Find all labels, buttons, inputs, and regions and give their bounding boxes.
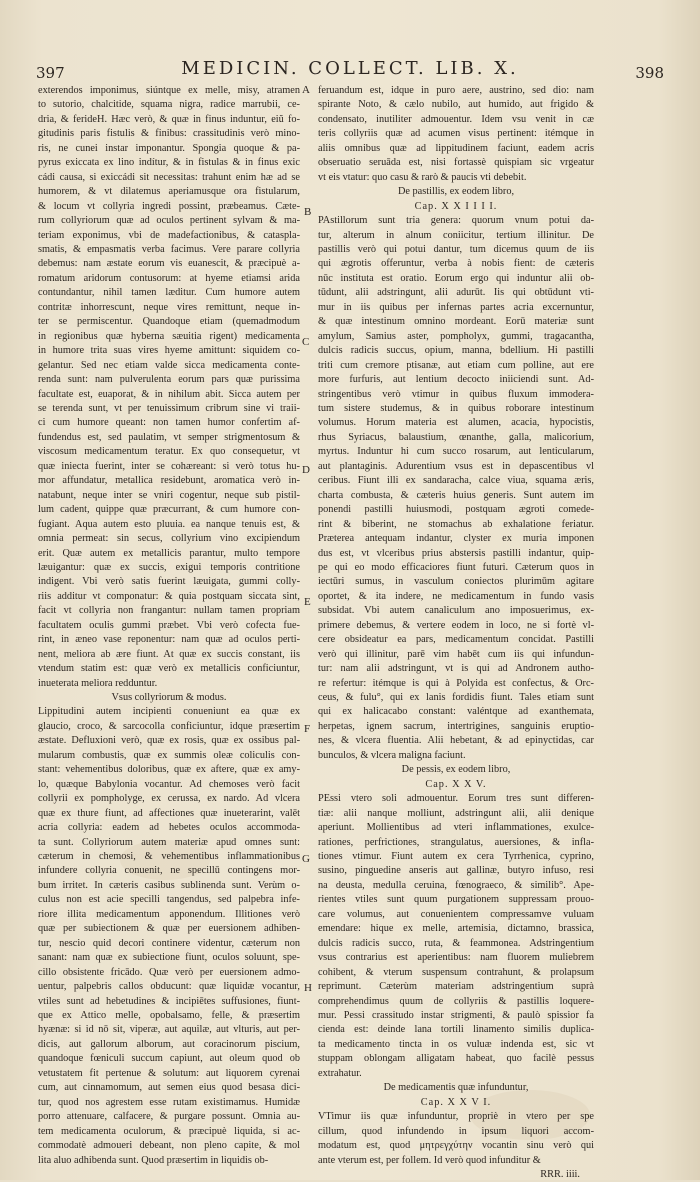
running-header bbox=[36, 58, 664, 84]
text-line: charta combusta, & cæteris huius generis. Sunt autem im bbox=[318, 489, 594, 501]
text-line: stuppam oblongam alligatam habeat, quo facilè pessus bbox=[318, 1053, 594, 1065]
text-line: cæterum in chemosi, & vehementibus inflammationibus bbox=[38, 851, 300, 863]
text-line: sanant: nam quæ ex subiectione fiunt, oculos soluunt, spe- bbox=[38, 952, 300, 964]
text-line: in humore trita suas vires hyeme amittunt: siquidem co- bbox=[38, 345, 300, 357]
right-text-block-2 bbox=[318, 792, 594, 1081]
chapter-number: Cap. X X V I. bbox=[420, 1096, 492, 1108]
text-line: facultate est, euaporat, & in nihilum abit. Sicca autem per bbox=[38, 388, 300, 400]
text-line: uentur, palpebris callos obducunt: quæ liquidæ vocantur, bbox=[38, 981, 300, 993]
text-line: infundere collyria conuenit, ne specillū contingens mor- bbox=[38, 865, 300, 877]
text-line: dulcis radicis succus, opium, manna, bdellium. Hi pastilli bbox=[318, 345, 594, 357]
text-line: exterendos imponimus, siúntque ex melle, misy, atramen bbox=[38, 85, 300, 96]
text-line: Lippitudini autem incipienti conueniunt ea quæ ex bbox=[38, 706, 300, 718]
text-line: ponendi pastilli huiusmodi, postquam ægroti comede- bbox=[318, 504, 594, 516]
text-line: læuigantur: quæ ex succis, exigui temporis contritione bbox=[38, 561, 300, 573]
margin-letter-c: C bbox=[302, 336, 310, 348]
text-line: ter se permiscentur. Quandoque etiam (quemadmodum bbox=[38, 316, 300, 328]
margin-letter-h: H bbox=[304, 982, 312, 994]
page-number-left: 397 bbox=[36, 64, 65, 82]
right-text-block-3 bbox=[318, 1110, 594, 1168]
right-text-block-0 bbox=[318, 84, 594, 185]
text-line: oportet, & ita indere, ne medicamentum in fundo vasis bbox=[318, 590, 594, 602]
text-line: cum, aut cinnamomum, aut semen eius quod besasa dici- bbox=[38, 1082, 300, 1094]
text-line: vetustatem fit pertenue & solutum: aut liquorem cyrenai bbox=[38, 1067, 300, 1079]
text-line: PAstillorum sunt tria genera: quorum vnum potui da- bbox=[318, 215, 594, 227]
margin-letter-b: B bbox=[304, 206, 312, 218]
text-line: & locum vt collyria ingredi possint, præbeamus. Cæte- bbox=[38, 200, 300, 212]
text-line: myrtus. Induntur hi cum succo rosarum, aut lenticularum, bbox=[318, 446, 594, 458]
text-line: cádi causa, si exiccádi sit necessitas: trahunt enim hæ ad se bbox=[38, 171, 300, 183]
text-line: lum cadent, quippe quæ præcurrant, & cum humore con- bbox=[38, 504, 300, 516]
left-text-block-1 bbox=[38, 84, 300, 691]
text-line: quæ ex thure fiunt, ad affectiones quæ inueterarint, valēt bbox=[38, 807, 300, 819]
text-line: dus est, vt vlceribus prius abstersis pastilli indantur, quip- bbox=[318, 547, 594, 559]
text-line: que ex Attico melle, opobalsamo, felle, & præsertim bbox=[38, 1010, 300, 1021]
text-line: ris, ne cunei instar imponantur. Spongia quoque & pa- bbox=[38, 142, 300, 154]
text-line: aut plantaginis. Adurentium vsus est in depascentibus vl bbox=[318, 460, 594, 472]
text-line: dria, & ferideH. Hæc verò, & quæ in finus induntur, eiŭ fo- bbox=[38, 113, 300, 125]
signature-mark: RRR. iiii. bbox=[540, 1168, 580, 1180]
text-line: dulcis radicis succo, ruta, & feammonea. Adstringentium bbox=[318, 937, 594, 949]
text-line: mor affundatur, metallica residebunt, aromatica verò in- bbox=[38, 475, 300, 487]
text-line: commodatè admoueri debeant, non pleno capite, & mol bbox=[38, 1140, 300, 1152]
text-line: rhus Syriacus, balaustium, œnanthe, galla, malicorium, bbox=[318, 431, 594, 443]
text-line: pyrus exiccata ex lino indítur, & in fistulas & in finus exic bbox=[38, 157, 300, 169]
text-line: care volumus, aut conuenientem compressamve vuluam bbox=[318, 908, 594, 920]
text-line: collyrii ex pompholyge, ex cerussa, ex nardo. Ad vlcera bbox=[38, 793, 300, 805]
text-line: primere debemus, & vertere eodem in loco, ne si fortè vl- bbox=[318, 619, 594, 631]
right-column bbox=[318, 84, 594, 1182]
text-line: Præterea antequam indantur, clyster ex muria imponen bbox=[318, 533, 594, 545]
running-title: MEDICIN. COLLECT. LIB. X. bbox=[181, 58, 519, 79]
text-line: tiæ: alii nanque molliunt, adstringunt alii, alii denique bbox=[318, 807, 594, 819]
text-line: æstate. Defluxioni verò, quæ ex rosis, quæ ex ossibus pal- bbox=[38, 735, 300, 747]
text-line: amylum, Samius aster, pompholyx, gummi, tragacantha, bbox=[318, 330, 594, 342]
text-line: riis additur vt componatur: & quia postquam siccata sint, bbox=[38, 590, 300, 602]
right-text-block-1 bbox=[318, 214, 594, 763]
margin-letter-a: A bbox=[302, 84, 310, 96]
chapter-number: Cap. X X V. bbox=[425, 778, 487, 790]
text-line: tūdunt, alii adstringunt, alii adurūt. Iis qui obtūdunt vti- bbox=[318, 287, 594, 299]
text-line: acria collyria: eadem ad hebetes oculos accommoda- bbox=[38, 822, 300, 834]
text-line: iectūri sumus, in vasculum coniectos plurimūm agitare bbox=[318, 576, 594, 588]
chapter-number: Cap. X X I I I I. bbox=[414, 200, 498, 212]
text-line: nes, & vlcera fluentia. Alii hebetant, & ad epinyctidas, car bbox=[318, 735, 594, 747]
text-line: qui ex halicacabo constant: valéntque ad exanthemata, bbox=[318, 706, 594, 718]
text-line: indigent. Vbi verò satis fuerint læuigata, gummi colly- bbox=[38, 576, 300, 588]
text-line: erit. Quæ autem ex metallicis parantur, multo tempore bbox=[38, 547, 300, 559]
section-heading: De medicamentis quæ infunduntur, bbox=[383, 1082, 529, 1094]
text-line: fundendus est, sed paulatim, vt semper strigmentosum & bbox=[38, 431, 300, 443]
text-line: tem medicamenta oculorum, & præcipuè liquida, si ac- bbox=[38, 1125, 300, 1137]
text-line: cienda est: deinde lana tortili linamento similis duplica- bbox=[318, 1024, 594, 1036]
text-line: lo, quæque Babylonia vocantur. Ad chemoses verò facit bbox=[38, 778, 300, 790]
text-line: ta sunt. Collyriorum autem materiæ apud omnes sunt: bbox=[38, 836, 300, 848]
text-line: ta medicamento tincta in os vuluæ indenda est, sic vt bbox=[318, 1038, 594, 1050]
text-line: comprehendimus quum de collyriis & pastillis loquere- bbox=[318, 995, 594, 1007]
text-line: mularum combustis, quæ ex summis oleæ coliculis con- bbox=[38, 749, 300, 761]
text-line: tur, quod nos agrestem esse rutam existimamus. Humidæ bbox=[38, 1096, 300, 1108]
text-line: reprimunt. Cæterùm materiam adstringentium suprà bbox=[318, 981, 594, 993]
margin-letter-d: D bbox=[302, 464, 310, 476]
text-line: tur, nescio quid decori continere videntur, cæterum non bbox=[38, 937, 300, 949]
text-line: verò qui illinitur, parē vim habēt cum iis qui infundun- bbox=[318, 648, 594, 660]
text-line: VTimur iis quæ infunduntur, propriè in vtero per spe bbox=[318, 1111, 594, 1123]
text-line: nūc instituta est oratio. Eorum ergo qui induntur alii ob- bbox=[318, 272, 594, 284]
text-line: pastillis verò qui potui dantur, tum dicemus quum de iis bbox=[318, 243, 594, 255]
section-heading: Vsus collyriorum & modus. bbox=[111, 692, 227, 704]
text-line: modatum est, quod μητρεγχύτην vocantin sinu verò qui bbox=[318, 1140, 594, 1152]
text-line: & quæ intestinum omnino mordeant. Eorū materiæ sunt bbox=[318, 316, 594, 328]
text-line: na deusta, medulla ceruina, fœnograeco, & similib°. Ape- bbox=[318, 879, 594, 891]
text-line: susino, pinguedine anseris aut gallinæ, butyro infuso, resi bbox=[318, 865, 594, 877]
section-heading: De pastillis, ex eodem libro, bbox=[397, 186, 515, 198]
text-line: herpetas, ignem sacrum, intertrigines, sanguinis eruptio- bbox=[318, 720, 594, 732]
margin-letter-f: F bbox=[304, 723, 311, 735]
text-line: aperiunt. Mollientibus ad vteri inflammationes, exulce- bbox=[318, 822, 594, 834]
page-number-right: 398 bbox=[635, 64, 664, 82]
text-line: viscosum medicamentum teratur. Ex quo consequetur, vt bbox=[38, 446, 300, 458]
text-line: cere obsideatur ea pars, medicamentum concidat. Pastilli bbox=[318, 634, 594, 646]
text-line: subsidat. Vbi autem canaliculum ano imposuerimus, ex- bbox=[318, 605, 594, 617]
left-column bbox=[38, 84, 300, 1168]
section-heading: De pessis, ex eodem libro, bbox=[401, 764, 511, 776]
text-line: contundantur, nihil tamen læditur. Cum humore autem bbox=[38, 287, 300, 299]
text-line: mur. Pessi crassitudo instar strigmenti, & paulò spissior fa bbox=[318, 1010, 594, 1021]
text-line: cillo obsistente fricādo. Quæ verò per euersionem admo- bbox=[38, 966, 300, 978]
text-line: rum collyriorum quæ ad oculos pertinent sylvam & ma- bbox=[38, 215, 300, 227]
text-line: rint, in æneo vase reponentur: nam quæ ad oculos perti- bbox=[38, 634, 300, 646]
text-line: renda sunt: nam pulverulenta eorum pars quæ purissima bbox=[38, 374, 300, 386]
text-line: gitudinis paris fistulis & finibus: crassitudinis verò mino- bbox=[38, 128, 300, 140]
text-line: contritæ inhorrescunt, neque vires remittunt, neque in- bbox=[38, 301, 300, 313]
text-line: pe qui eo modo efficaciores fiunt futuri. Cæterum quos in bbox=[318, 561, 594, 573]
text-line: emendare: hique ex melle, artemisia, dictamno, brassica, bbox=[318, 923, 594, 935]
text-line: rientes vtiles sunt quum purgationem suppressam prouo- bbox=[318, 894, 594, 906]
text-line: extrahatur. bbox=[318, 1067, 362, 1079]
margin-letter-g: G bbox=[302, 853, 310, 865]
text-line: aliis omnibus quæ ad lippitudinem faciunt, eadem acris bbox=[318, 142, 594, 154]
text-line: spirante Noto, & cælo nubilo, aut humido, aut frigido & bbox=[318, 99, 594, 111]
text-line: more furfuris, aut lentium decocto iniiciendi sunt. Ad- bbox=[318, 374, 594, 386]
text-line: natabunt, neque inter se vniri cogentur, neque sub pistil- bbox=[38, 489, 300, 501]
text-line: smatis, & empasmatis verba facimus. Vere parare collyria bbox=[38, 243, 300, 255]
text-line: re refertur: itémque is qui à Polyida est confectus, & Orc- bbox=[318, 677, 594, 689]
text-line: mur in iis quibus per infernas partes acria excernuntur, bbox=[318, 301, 594, 313]
text-line: humorem, & vt dilatemus aperiamusque ora fistularum, bbox=[38, 186, 300, 198]
text-line: quæ iniecta fuerint, inter se cohæreant: si verò totus hu- bbox=[38, 460, 300, 472]
text-line: PEssi vtero soli admouentur. Eorum tres sunt differen- bbox=[318, 793, 594, 805]
text-line: porro attenuare, calfacere, & purgare possunt. Omnia au- bbox=[38, 1111, 300, 1123]
text-line: ante vterum est, per follem. Id verò quod infunditur & bbox=[318, 1154, 541, 1166]
text-line: gelantur. Sed nec etiam valde sicca medicamenta conte- bbox=[38, 359, 300, 371]
text-line: tum sistere studemus, & in quibus roborare intestinum bbox=[318, 402, 594, 414]
left-text-block-2 bbox=[38, 705, 300, 1168]
text-line: quæ per subiectionem & quæ per euersionem adhiben- bbox=[38, 923, 300, 935]
text-line: culus non est acie specilli tangendus, sed palpebra infe- bbox=[38, 894, 300, 906]
text-line: debemus: nam æstate eorum vis euanescit, & præcipuè a- bbox=[38, 258, 300, 270]
text-line: facultatem oculis gummi præbet. Vbi verò cofecta fue- bbox=[38, 619, 300, 631]
text-line: volumus. Horum materia est alumen, acacia, hypocistis, bbox=[318, 417, 594, 429]
text-line: hyænæ: si id nō sit, viperæ, aut aquilæ, aut vlturis, aut per- bbox=[38, 1024, 300, 1036]
text-line: inueterata meliora redduntur. bbox=[38, 677, 158, 689]
text-line: vtendum statim est: quæ verò ex metallicis conficiuntur, bbox=[38, 663, 300, 675]
text-line: bunculos, & vlcera maligna faciunt. bbox=[318, 749, 466, 761]
margin-letter-e: E bbox=[304, 596, 311, 608]
text-line: ceribus. Fiunt illi ex sandaracha, calce viua, squama æris, bbox=[318, 475, 594, 487]
text-line: feruandum est, idque in puro aere, austrino, sed dio: nam bbox=[318, 85, 594, 96]
text-line: obseruatio seruāda est, nisi fortassè quispiam sic vrgeatur bbox=[318, 157, 594, 169]
text-line: to sutorio, chalcitide, squama nigra, radice marrubii, ce- bbox=[38, 99, 300, 111]
text-line: se terenda sunt, vt per tenuissimum cribrum sine vi traii- bbox=[38, 402, 300, 414]
text-line: qui ægrotis offeruntur, verba à nobis fient: de cæteris bbox=[318, 258, 594, 270]
text-line: bum irritet. In cæteris casibus sublinenda sunt. Verùm o- bbox=[38, 879, 300, 891]
text-line: condensato, inutiliter admouentur. Idem vsu venit in cæ bbox=[318, 113, 594, 125]
text-line: quandoque fœniculi succum capiunt, aut oleum quod ob bbox=[38, 1053, 300, 1065]
text-line: teris collyriis quæ ad acumen visus pertinent: itémque in bbox=[318, 128, 594, 140]
text-line: dicis, aut gallorum alborum, aut coracinorum piscium, bbox=[38, 1038, 300, 1050]
text-line: in regionibus quæ hyberna sæuitia rigent) medicamenta bbox=[38, 330, 300, 342]
text-line: facit vt collyria non frangantur: nullam tamen propriam bbox=[38, 605, 300, 617]
text-line: vt eis vtatur: quo casu & rarò & paucis vti debebit. bbox=[318, 171, 527, 183]
text-line: tiones vtimur. Fiunt autem ex cera Tyrrhenica, cyprino, bbox=[318, 851, 594, 863]
text-line: triti cum cremore ptisanæ, aut etiam cum polline, aut ere bbox=[318, 359, 594, 371]
text-line: glaucio, croco, & sarcocolla conficiuntur, idque præsertim bbox=[38, 720, 300, 732]
text-line: teriam exponimus, vbi de madefactionibus, & cataspla- bbox=[38, 229, 300, 241]
text-line: omnia permeat: sin secus, collyrium vino excipiendum bbox=[38, 533, 300, 545]
text-line: cohibent, & vterum suspensum contrahunt, & prolapsum bbox=[318, 966, 594, 978]
text-line: nent, meliora ab ære fiunt. At quæ ex succis constant, iis bbox=[38, 648, 300, 660]
text-line: vtiles sunt ad hebetudines & incipiētes suffusiones, fiunt- bbox=[38, 995, 300, 1007]
text-line: rationes, perfrictiones, strangulatus, auersiones, & infla- bbox=[318, 836, 594, 848]
text-line: fugiant. Aqua autem esto pluuia. ea nanque tenuis est, & bbox=[38, 518, 300, 530]
text-line: vsus contrarius est aperientibus: nam fluorem muliebrem bbox=[318, 952, 594, 964]
text-line: ceus, & fulu°, qui ex lanis fordidis fiunt. Tales etiam sunt bbox=[318, 692, 594, 704]
text-line: stringentibus verò vtimur in quibus fluxum immodera- bbox=[318, 388, 594, 400]
text-line: cillum, quod infundendo in ipsum liquori accom- bbox=[318, 1125, 594, 1137]
text-line: lita aluo adhibenda sunt. Quod præsertim in liquidis ob- bbox=[38, 1154, 269, 1166]
text-line: tur, alterum in alnum coniicitur, tertium illinitur. De bbox=[318, 229, 594, 241]
text-line: stant: vehementibus doloribus, quæ ex aftere, quæ ex amy- bbox=[38, 764, 300, 776]
text-line: ci cum humore queant: non tamen humor confertim af- bbox=[38, 417, 300, 429]
text-line: tur: nam alii adstringunt, vt is qui ad Andronem autho- bbox=[318, 663, 594, 675]
text-line: riore illita medicamentum apponendum. Illitiones verò bbox=[38, 908, 300, 920]
text-line: rint & biberint, ne stomachus ab exhalatione feriatur. bbox=[318, 518, 594, 530]
text-line: romatum aridorum contusorum: at hyeme etiamsi arida bbox=[38, 272, 300, 284]
